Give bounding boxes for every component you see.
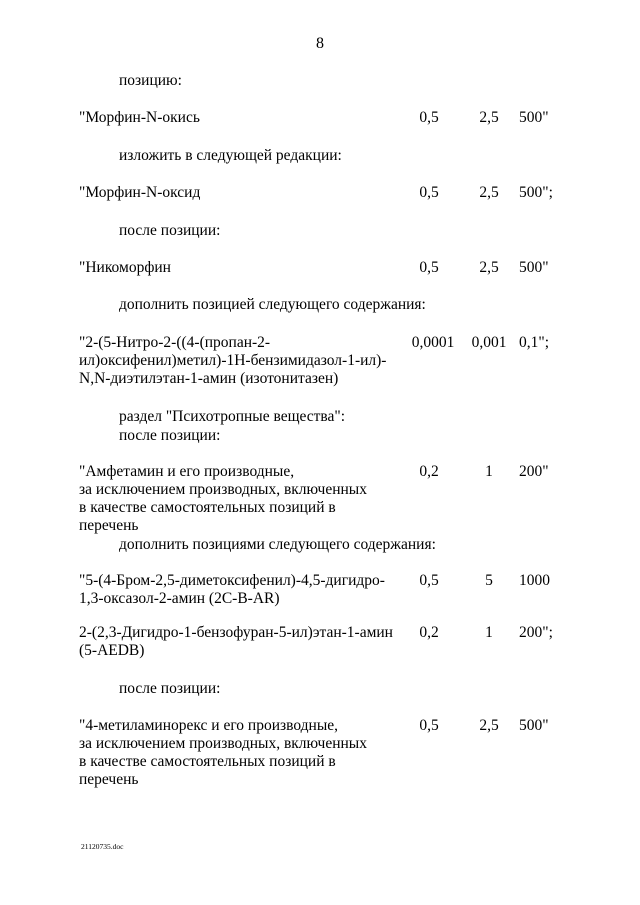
instruction-text: раздел "Психотропные вещества": bbox=[119, 408, 346, 425]
substance-name-line: за исключением производных, включенных bbox=[79, 735, 367, 752]
value-col1: 0,5 bbox=[419, 109, 439, 126]
value-col2: 2,5 bbox=[479, 259, 499, 276]
value-col3: 500" bbox=[519, 109, 549, 126]
value-col1: 0,5 bbox=[419, 184, 439, 201]
value-col1: 0,5 bbox=[419, 259, 439, 276]
substance-name-line: 2-(2,3-Дигидро-1-бензофуран-5-ил)этан-1-амин bbox=[79, 624, 393, 641]
substance-name-line: 1,3-оксазол-2-амин (2С-В-AR) bbox=[79, 590, 280, 607]
instruction-text: после позиции: bbox=[119, 222, 221, 239]
instruction-text: после позиции: bbox=[119, 680, 221, 697]
substance-name: "Морфин-N-оксид bbox=[79, 184, 201, 201]
substance-name-line: "5-(4-Бром-2,5-диметоксифенил)-4,5-дигидро- bbox=[79, 572, 385, 589]
value-col1: 0,5 bbox=[419, 717, 439, 734]
value-col1: 0,0001 bbox=[411, 334, 455, 351]
value-col3: 500" bbox=[519, 259, 549, 276]
instruction-text: после позиции: bbox=[119, 427, 221, 444]
value-col2: 2,5 bbox=[479, 184, 499, 201]
substance-name-line: N,N-диэтилэтан-1-амин (изотонитазен) bbox=[79, 370, 339, 387]
substance-name-line: (5-AEDB) bbox=[79, 642, 145, 659]
substance-name: "Морфин-N-окись bbox=[79, 109, 200, 126]
value-col1: 0,2 bbox=[419, 624, 439, 641]
instruction-text: дополнить позициями следующего содержания: bbox=[119, 536, 436, 553]
document-filename: 21120735.doc bbox=[81, 842, 124, 851]
instruction-text: изложить в следующей редакции: bbox=[119, 147, 342, 164]
instruction-text: позицию: bbox=[119, 72, 182, 89]
substance-name-line: "4-метиламинорекс и его производные, bbox=[79, 717, 339, 734]
value-col3: 200"; bbox=[519, 624, 553, 641]
value-col2: 1 bbox=[485, 624, 493, 641]
value-col3: 1000 bbox=[519, 572, 550, 589]
substance-name-line: "2-(5-Нитро-2-((4-(пропан-2- bbox=[79, 334, 271, 351]
value-col1: 0,2 bbox=[419, 463, 439, 480]
value-col2: 1 bbox=[485, 463, 493, 480]
substance-name-line: за исключением производных, включенных bbox=[79, 481, 367, 498]
substance-name: "Никоморфин bbox=[79, 259, 171, 276]
instruction-text: дополнить позицией следующего содержания: bbox=[119, 296, 426, 313]
page-number: 8 bbox=[316, 35, 324, 52]
substance-name-line: в качестве самостоятельных позиций в перечень bbox=[79, 753, 336, 788]
value-col3: 200" bbox=[519, 463, 549, 480]
substance-name-line: ил)оксифенил)метил)-1Н-бензимидазол-1-ил)- bbox=[79, 352, 387, 369]
value-col2: 2,5 bbox=[479, 717, 499, 734]
value-col2: 2,5 bbox=[479, 109, 499, 126]
value-col3: 0,1"; bbox=[519, 334, 550, 351]
value-col2: 0,001 bbox=[471, 334, 507, 351]
substance-name-line: в качестве самостоятельных позиций в перечень bbox=[79, 499, 336, 534]
value-col1: 0,5 bbox=[419, 572, 439, 589]
value-col2: 5 bbox=[485, 572, 493, 589]
value-col3: 500" bbox=[519, 717, 549, 734]
substance-name-line: "Амфетамин и его производные, bbox=[79, 463, 295, 480]
value-col3: 500"; bbox=[519, 184, 553, 201]
